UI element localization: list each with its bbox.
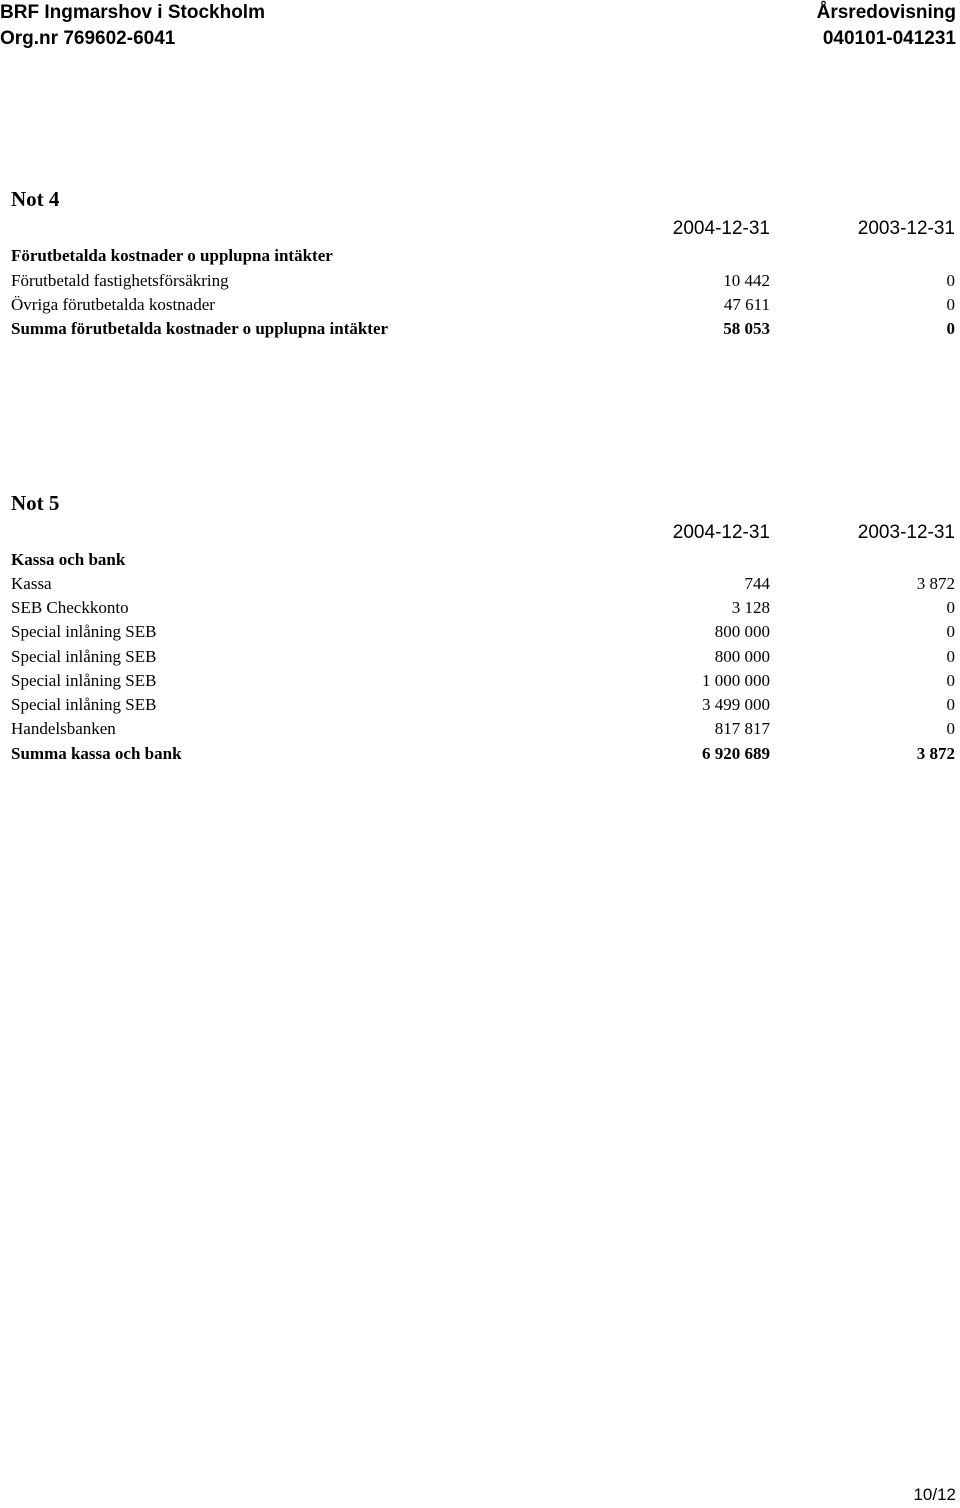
table-row — [0, 269, 960, 293]
table-row — [0, 693, 960, 717]
note-5-section-title — [0, 548, 960, 572]
total-label: Summa kassa och bank — [11, 744, 182, 763]
row-value-2003: 0 — [946, 295, 955, 314]
fiscal-period: 040101-041231 — [822, 28, 956, 49]
note-4-column-headers — [0, 216, 960, 242]
document-type: Årsredovisning — [816, 2, 956, 23]
note-5-col-2004: 2004-12-31 — [672, 522, 770, 543]
table-row — [0, 717, 960, 741]
note-4-title: Not 4 — [11, 187, 60, 211]
row-value-2004: 3 499 000 — [702, 695, 770, 714]
note-5-column-headers — [0, 520, 960, 546]
note-4-section-title — [0, 244, 960, 268]
row-value-2003: 0 — [946, 271, 955, 290]
table-row — [0, 293, 960, 317]
note-4-section-label: Förutbetalda kostnader o upplupna intäkter — [11, 246, 333, 265]
organization-name: BRF Ingmarshov i Stockholm — [0, 2, 265, 23]
note-5-title: Not 5 — [11, 491, 60, 515]
note-5-section-label: Kassa och bank — [11, 550, 126, 569]
row-value-2004: 1 000 000 — [702, 671, 770, 690]
row-label: Övriga förutbetalda kostnader — [11, 295, 215, 314]
total-label: Summa förutbetalda kostnader o upplupna intäkter — [11, 319, 389, 338]
total-value-2004: 6 920 689 — [702, 744, 770, 763]
row-value-2004: 10 442 — [723, 271, 770, 290]
organization-number: Org.nr 769602-6041 — [0, 28, 176, 49]
page-number: 10/12 — [913, 1485, 956, 1504]
table-row — [0, 596, 960, 620]
note-4-col-2003: 2003-12-31 — [857, 218, 955, 239]
row-value-2003: 0 — [946, 598, 955, 617]
row-label: Kassa — [11, 574, 52, 593]
row-value-2004: 47 611 — [723, 295, 770, 314]
row-value-2004: 3 128 — [731, 598, 770, 617]
row-value-2003: 0 — [946, 622, 955, 641]
table-row — [0, 645, 960, 669]
note-4-col-2004: 2004-12-31 — [672, 218, 770, 239]
table-row — [0, 572, 960, 596]
row-label: Förutbetald fastighetsförsäkring — [11, 271, 229, 290]
row-value-2003: 0 — [946, 647, 955, 666]
row-label: Handelsbanken — [11, 719, 116, 738]
row-value-2003: 0 — [946, 695, 955, 714]
row-value-2004: 800 000 — [714, 622, 770, 641]
row-value-2003: 3 872 — [916, 574, 955, 593]
row-value-2004: 800 000 — [714, 647, 770, 666]
row-label: Special inlåning SEB — [11, 647, 157, 666]
row-label: Special inlåning SEB — [11, 695, 157, 714]
row-label: Special inlåning SEB — [11, 671, 157, 690]
row-value-2003: 0 — [946, 671, 955, 690]
note-5-total-row — [0, 742, 960, 766]
row-value-2004: 744 — [744, 574, 770, 593]
total-value-2003: 3 872 — [916, 744, 955, 763]
row-value-2004: 817 817 — [714, 719, 770, 738]
table-row — [0, 669, 960, 693]
note-4-total-row — [0, 317, 960, 341]
total-value-2004: 58 053 — [723, 319, 770, 338]
total-value-2003: 0 — [946, 319, 955, 338]
row-label: SEB Checkkonto — [11, 598, 129, 617]
table-row — [0, 620, 960, 644]
note-5-col-2003: 2003-12-31 — [857, 522, 955, 543]
row-label: Special inlåning SEB — [11, 622, 157, 641]
row-value-2003: 0 — [946, 719, 955, 738]
